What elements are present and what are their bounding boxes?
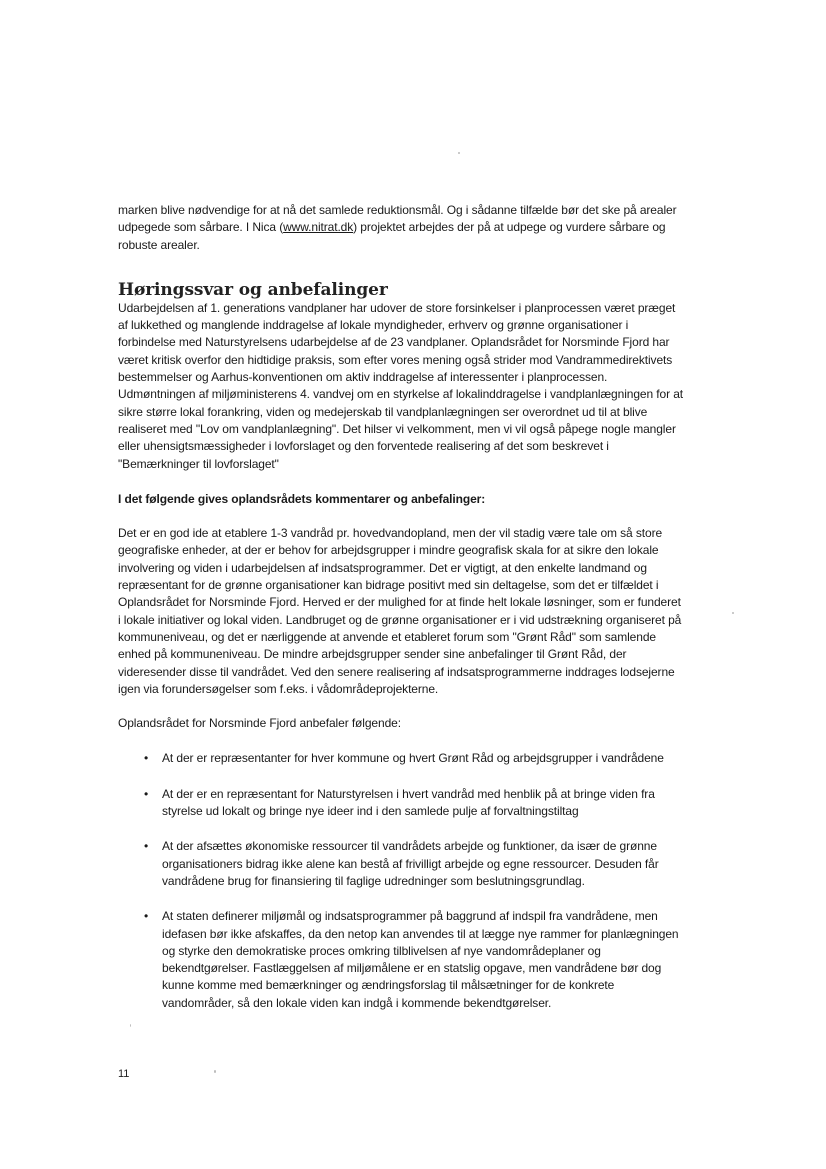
list-item xyxy=(118,838,718,890)
scan-speck xyxy=(458,152,460,154)
page-content xyxy=(118,202,718,1030)
intro-text-after-link: ) projektet arbejdes der på at udpege og vurdere sårbare og robuste arealer. xyxy=(118,220,666,252)
bullet-marker: • xyxy=(144,751,149,766)
intro-text-before-link: marken blive nødvendige for at nå det samlede reduktionsmål. Og i sådanne tilfælde bør det ske på arealer udpegede som sårbare. I Nica ( xyxy=(118,203,677,235)
scan-speck xyxy=(732,612,734,614)
page-number: 11 xyxy=(118,1068,130,1080)
bullet-marker: • xyxy=(144,786,149,801)
bullet-marker: • xyxy=(144,909,149,924)
list-item xyxy=(118,786,718,821)
scan-speck xyxy=(130,1024,131,1027)
list-item-text: At der er en repræsentant for Naturstyrelsen i hvert vandråd med henblik på at bringe viden fra styrelse ud lokalt og bringe nye ideer ind i den samlede pulje af forvaltningstiltag xyxy=(162,786,655,819)
intro-paragraph xyxy=(118,202,718,254)
list-item-text: At staten definerer miljømål og indsatsprogrammer på baggrund af indspil fra vandrådene, men idefasen bør ikke afskaffes, da den netop kan anvendes til at lægge nye rammer for planlægningen og styrke den demokratiske proces omkring tilblivelsen af nye vandområdeplaner og bekendtgørelser. Fastlæggelsen af miljømålene er en statslig opgave, men vandrådene bør dog kunne komme med bemærkninger og ændringsforslag til målsætninger for de konkrete vandområder, så den lokale viden kan indgå i kommende bekendtgørelser. xyxy=(162,909,679,1010)
paragraph-recommendations-intro: Oplandsrådet for Norsminde Fjord anbefaler følgende: xyxy=(118,716,401,731)
list-item xyxy=(118,908,718,1012)
nitrat-link[interactable]: www.nitrat.dk xyxy=(283,220,354,235)
comments-subheading: I det følgende gives oplandsrådets kommentarer og anbefalinger: xyxy=(118,491,486,506)
bullet-marker: • xyxy=(144,839,149,854)
list-item xyxy=(118,750,718,767)
list-item-text: At der er repræsentanter for hver kommune og hvert Grønt Råd og arbejdsgrupper i vandrådene xyxy=(162,751,664,766)
scan-speck xyxy=(214,1070,216,1073)
recommendations-list xyxy=(118,750,718,1012)
section-heading: Høringssvar og anbefalinger xyxy=(118,279,388,300)
paragraph-water-councils: Det er en god ide at etablere 1-3 vandråd pr. hovedvandopland, men der vil stadig være tale om så store geografiske enheder, at der er behov for arbejdsgrupper i mindre geografisk skala for at sikre den lokale involvering og viden i udarbejdelsen af indsatsprogrammer. Det er vigtigt, at den enkelte landmand og repræsentant for de grønne organisationer kan bidrage positivt med sin deltagelse, som det er tilfældet i Oplandsrådet for Norsminde Fjord. Herved er der mulighed for at finde helt lokale løsninger, som er funderet i lokale initiativer og lokal viden. Landbruget og de grønne organisationer er i vid udstrækning organiseret på kommuneniveau, og det er nærliggende at anvende et etableret forum som "Grønt Råd" som samlende enhed på kommuneniveau. De mindre arbejdsgrupper sender sine anbefalinger til Grønt Råd, der videresender disse til vandrådet. Ved den senere realisering af indsatsprogrammerne inddrages lodsejerne igen via forundersøgelser som f.eks. i vådområdeprojekterne. xyxy=(118,526,682,696)
paragraph-background: Udarbejdelsen af 1. generations vandplaner har udover de store forsinkelser i planprocessen været præget af lukkethed og manglende inddragelse af lokale myndigheder, erhverv og grønne organisationer i forbindelse med Naturstyrelsens udarbejdelse af de 23 vandplaner. Oplandsrådet for Norsminde Fjord har været kritisk overfor den hidtidige praksis, som efter vores mening også strider mod Vandrammedirektivets bestemmelser og Aarhus-konventionen om aktiv inddragelse af interessenter i planprocessen. Udmøntningen af miljøministerens 4. vandvej om en styrkelse af lokalinddragelse i vandplanlægningen for at sikre større lokal forankring, viden og medejerskab til vandplanlægningen ser overordnet ud til at blive realiseret med "Lov om vandplanlægning". Det hilser vi velkomment, men vi vil også påpege nogle mangler eller uhensigtsmæssigheder i lovforslaget og den forventede realisering af det som beskrevet i "Bemærkninger til lovforslaget" xyxy=(118,300,684,471)
list-item-text: At der afsættes økonomiske ressourcer til vandrådets arbejde og funktioner, da især de grønne organisationers bidrag ikke alene kan bestå af frivilligt arbejde og egne ressourcer. Desuden får vandrådene brug for finansiering til faglige udredninger som beslutningsgrundlag. xyxy=(162,839,659,888)
